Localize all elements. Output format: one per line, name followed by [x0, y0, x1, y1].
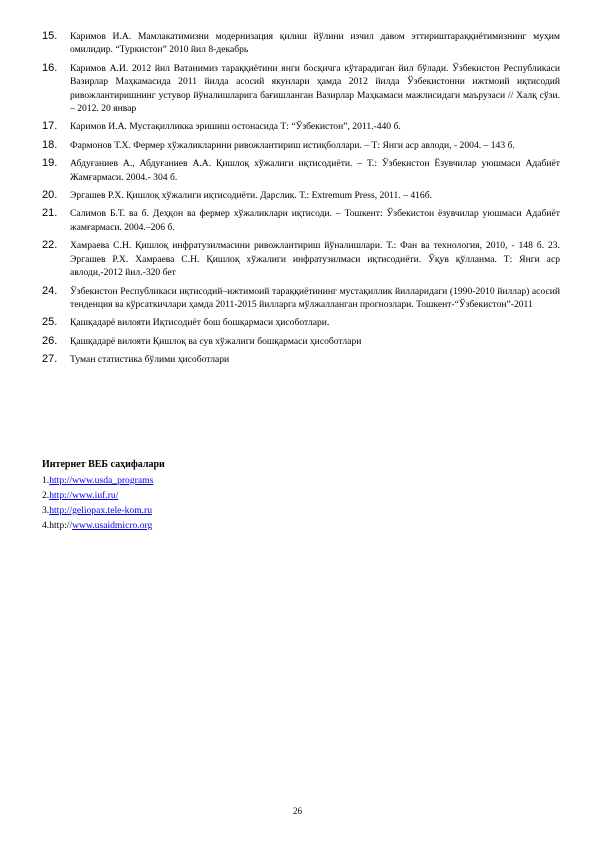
- reference-text: Ўзбекистон Республикаси иқтисодий–ижтимоий тараққиётининг мустақиллик йилларидаги (1990-2010 йиллар) асосий тенденция ва кўрсаткичлари ҳамда 2011-2015 йилларга мўлжалланган прогнозлари. Тошкент-“Ўзбекистон”-2011: [70, 285, 560, 310]
- reference-text: Қашқадарё вилояти Қишлоқ ва сув хўжалиги бошқармаси ҳисоботлари: [70, 335, 362, 347]
- page-number: 26: [293, 806, 302, 816]
- reference-item: [42, 353, 560, 366]
- reference-item: [42, 207, 560, 234]
- reference-item: [42, 30, 560, 57]
- reference-text: Каримов И.А. Мустақилликка эришиш остонасида Т: “Ўзбекистон”, 2011.-440 б.: [70, 121, 401, 133]
- internet-link-item: [42, 488, 342, 503]
- internet-link-item: [42, 473, 342, 488]
- usaidmicro-link[interactable]: www.usaidmicro.org: [72, 520, 153, 531]
- reference-number: 18.: [42, 138, 58, 151]
- reference-item: [42, 285, 560, 312]
- iuf-link[interactable]: http://www.iuf.ru/: [49, 490, 119, 501]
- reference-number: 15.: [42, 30, 58, 42]
- link-prefix: 2.: [42, 490, 50, 501]
- reference-item: [42, 189, 560, 202]
- reference-text: Абдуғаниев А., Абдуғаниев А.А. Қишлоқ хўжалиги иқтисодиёти. – Т.: Ўзбекистон Ёзувчилар уюшмаси Адабиёт Жамғармаси. 2004.- 304 б.: [70, 158, 560, 183]
- reference-item: [42, 157, 560, 184]
- reference-item: [42, 62, 560, 116]
- reference-number: 20.: [42, 189, 58, 202]
- link-prefix: 1.: [42, 475, 50, 486]
- reference-text: Туман статистика бўлими ҳисоботлари: [70, 354, 230, 366]
- reference-number: 21.: [42, 207, 58, 220]
- reference-text: Эргашев Р.Х. Қишлоқ хўжалиги иқтисодиёти. Дарслик. Т.: Extremum Press, 2011. – 416б.: [70, 190, 433, 202]
- reference-text: Фармонов Т.Х. Фермер хўжаликларини ривожлантириш истиқболлари. – Т: Янги аср авлоди, - 2004. – 143 б.: [70, 139, 515, 151]
- reference-item: [42, 239, 560, 279]
- references-list: [42, 30, 560, 372]
- reference-number: 26.: [42, 334, 58, 347]
- internet-resources: [42, 457, 342, 533]
- reference-text: Каримов И.А. Мамлакатимизни модернизация қилиш йўлини изчил давом эттириштараққиётимизнинг муҳим омилидир. “Туркистон” 2010 йил 8-декабрь: [70, 31, 560, 56]
- reference-number: 19.: [42, 157, 58, 170]
- internet-link-item: [42, 518, 342, 533]
- reference-number: 16.: [42, 61, 58, 74]
- reference-item: [42, 335, 560, 348]
- reference-number: 17.: [42, 120, 58, 133]
- reference-text: Салимов Б.Т. ва б. Деҳқон ва фермер хўжаликлари иқтисоди. – Тошкент: Ўзбекистон ёзувчилар уюшмаси Адабиёт жамғармаси. 2004.–206 б.: [70, 208, 560, 233]
- usda-link[interactable]: http://www.usda_programs: [49, 475, 154, 486]
- link-prefix: 3.: [42, 505, 50, 516]
- internet-resources-title: Интернет ВЕБ саҳифалари: [42, 459, 165, 470]
- reference-item: [42, 139, 560, 152]
- reference-item: [42, 316, 560, 329]
- reference-number: 27.: [42, 353, 58, 366]
- reference-text: Каримов А.И. 2012 йил Ватанимиз тараққиётини янги босқичга кўтарадиган йил бўлади. Ўзбекистон Республикаси Вазирлар Маҳкамасида 2011 йилда асосий якунлари ҳамда 2012 йилда Ўзбекистонни ижтмоий иқтисодий ривожлантиришнинг устувор йўналишларига бағишланган Вазирлар Маҳкамаси мажлисидаги маърузаси // Халқ сўзи. – 2012. 20 январ: [70, 62, 560, 115]
- reference-text: Қашқадарё вилояти Иқтисодиёт бош бошқармаси ҳисоботлари.: [70, 317, 330, 329]
- reference-text: Хамраева С.Н. Қишлоқ инфратузилмасини ривожлантириш йўналишлари. Т.: Фан ва технология, 2010, - 148 б. 23. Эргашев Р.Х. Хамраева С.Н. Қишлоқ хўжалиги инфратузилмаси иқтисодиёти. Ўқув қўлланма. Т: Янги аср авлоди,-2012 йил.-320 бет: [70, 240, 560, 279]
- reference-item: [42, 120, 560, 133]
- reference-number: 22.: [42, 239, 58, 252]
- reference-number: 24.: [42, 284, 58, 297]
- reference-number: 25.: [42, 316, 58, 329]
- geliopax-link[interactable]: http://geliopax.tele-kom.ru: [49, 505, 153, 516]
- internet-link-item: [42, 503, 342, 518]
- link-prefix: 4.http://: [42, 520, 73, 531]
